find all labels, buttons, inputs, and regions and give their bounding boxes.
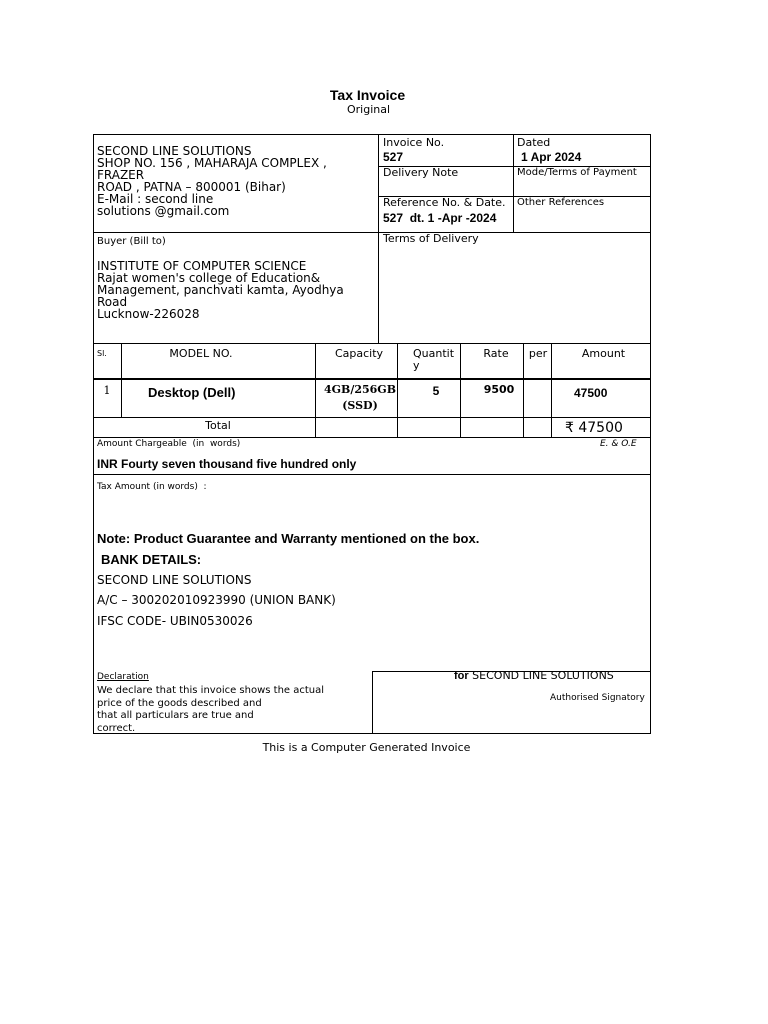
bank-name: SECOND LINE SOLUTIONS xyxy=(97,573,252,587)
authorised-signatory: Authorised Signatory xyxy=(550,693,645,703)
col-header-quantity xyxy=(413,348,454,372)
total-value: ₹ 47500 xyxy=(565,420,623,436)
tax-amount-label: Tax Amount (in words) : xyxy=(97,482,207,492)
col-header-amount: Amount xyxy=(581,347,626,360)
col-header-quantity-line2: y xyxy=(413,359,420,372)
declaration-label: Declaration xyxy=(97,672,149,682)
signature-for-line xyxy=(454,669,614,682)
bank-account: A/C – 300202010923990 (UNION BANK) xyxy=(97,593,336,607)
signature-for-word: for xyxy=(454,670,469,682)
computer-generated-note: This is a Computer Generated Invoice xyxy=(262,741,471,754)
buyer-label: Buyer (Bill to) xyxy=(97,236,166,247)
invoice-title: Tax Invoice xyxy=(329,87,406,103)
signature-company: SECOND LINE SOLUTIONS xyxy=(472,669,614,682)
row-model: Desktop (Dell) xyxy=(148,385,236,400)
row-capacity xyxy=(315,382,405,414)
declaration-line2: price of the goods described and xyxy=(97,697,262,709)
row-capacity-line2: (SSD) xyxy=(342,399,378,412)
declaration-line3: that all particulars are true and xyxy=(97,710,254,721)
table-row xyxy=(93,379,651,417)
warranty-note: Note: Product Guarantee and Warranty mentioned on the box. xyxy=(97,531,480,546)
dated-value: 1 Apr 2024 xyxy=(521,150,582,164)
eoe-label: E. & O.E xyxy=(600,439,637,449)
invoice-no-label: Invoice No. xyxy=(383,136,445,149)
seller-address-line2: ROAD , PATNA – 800001 (Bihar) xyxy=(97,180,286,194)
buyer-block xyxy=(97,260,377,320)
declaration-line1: We declare that this invoice shows the actual xyxy=(97,685,325,696)
dated-label: Dated xyxy=(517,136,551,149)
seller-block xyxy=(97,145,377,217)
col-header-capacity: Capacity xyxy=(334,347,384,360)
declaration-text xyxy=(97,685,324,735)
total-label: Total xyxy=(205,419,231,432)
col-header-rate: Rate xyxy=(483,347,509,360)
row-sl: 1 xyxy=(103,384,111,397)
reference-value: 527 dt. 1 -Apr -2024 xyxy=(383,211,497,225)
amount-chargeable-label: Amount Chargeable (in words) xyxy=(97,439,241,449)
bank-heading: BANK DETAILS: xyxy=(101,552,202,567)
bank-ifsc: IFSC CODE- UBIN0530026 xyxy=(97,614,253,628)
reference-label: Reference No. & Date. xyxy=(383,196,506,209)
buyer-line3: Lucknow-226028 xyxy=(97,307,200,321)
col-header-sl: Sl. xyxy=(97,349,107,358)
seller-email-line2: solutions @gmail.com xyxy=(97,204,230,218)
payment-terms-label: Mode/Terms of Payment xyxy=(517,167,637,178)
row-amount: 47500 xyxy=(574,386,608,400)
row-quantity: 5 xyxy=(432,384,440,398)
buyer-line1: Rajat women's college of Education& xyxy=(97,271,321,285)
col-header-per: per xyxy=(528,347,548,360)
invoice-no-value: 527 xyxy=(383,150,404,164)
row-rate: 9500 xyxy=(483,383,515,396)
buyer-line2: Management, panchvati kamta, Ayodhya Road xyxy=(97,283,344,309)
col-header-quantity-line1: Quantit xyxy=(413,347,455,360)
row-capacity-line1: 4GB/256GB xyxy=(323,383,396,396)
col-header-model: MODEL NO. xyxy=(169,347,233,360)
seller-name: SECOND LINE SOLUTIONS xyxy=(97,144,252,158)
amount-in-words: INR Fourty seven thousand five hundred only xyxy=(97,457,357,471)
invoice-subtitle: Original xyxy=(346,103,391,116)
terms-of-delivery-label: Terms of Delivery xyxy=(383,232,479,245)
seller-address-line1: SHOP NO. 156 , MAHARAJA COMPLEX , FRAZER xyxy=(97,156,327,182)
declaration-line4: correct. xyxy=(97,722,136,734)
buyer-name: INSTITUTE OF COMPUTER SCIENCE xyxy=(97,259,307,273)
other-references-label: Other References xyxy=(517,197,605,208)
delivery-note-label: Delivery Note xyxy=(383,166,459,179)
seller-email-line1: E-Mail : second line xyxy=(97,192,214,206)
